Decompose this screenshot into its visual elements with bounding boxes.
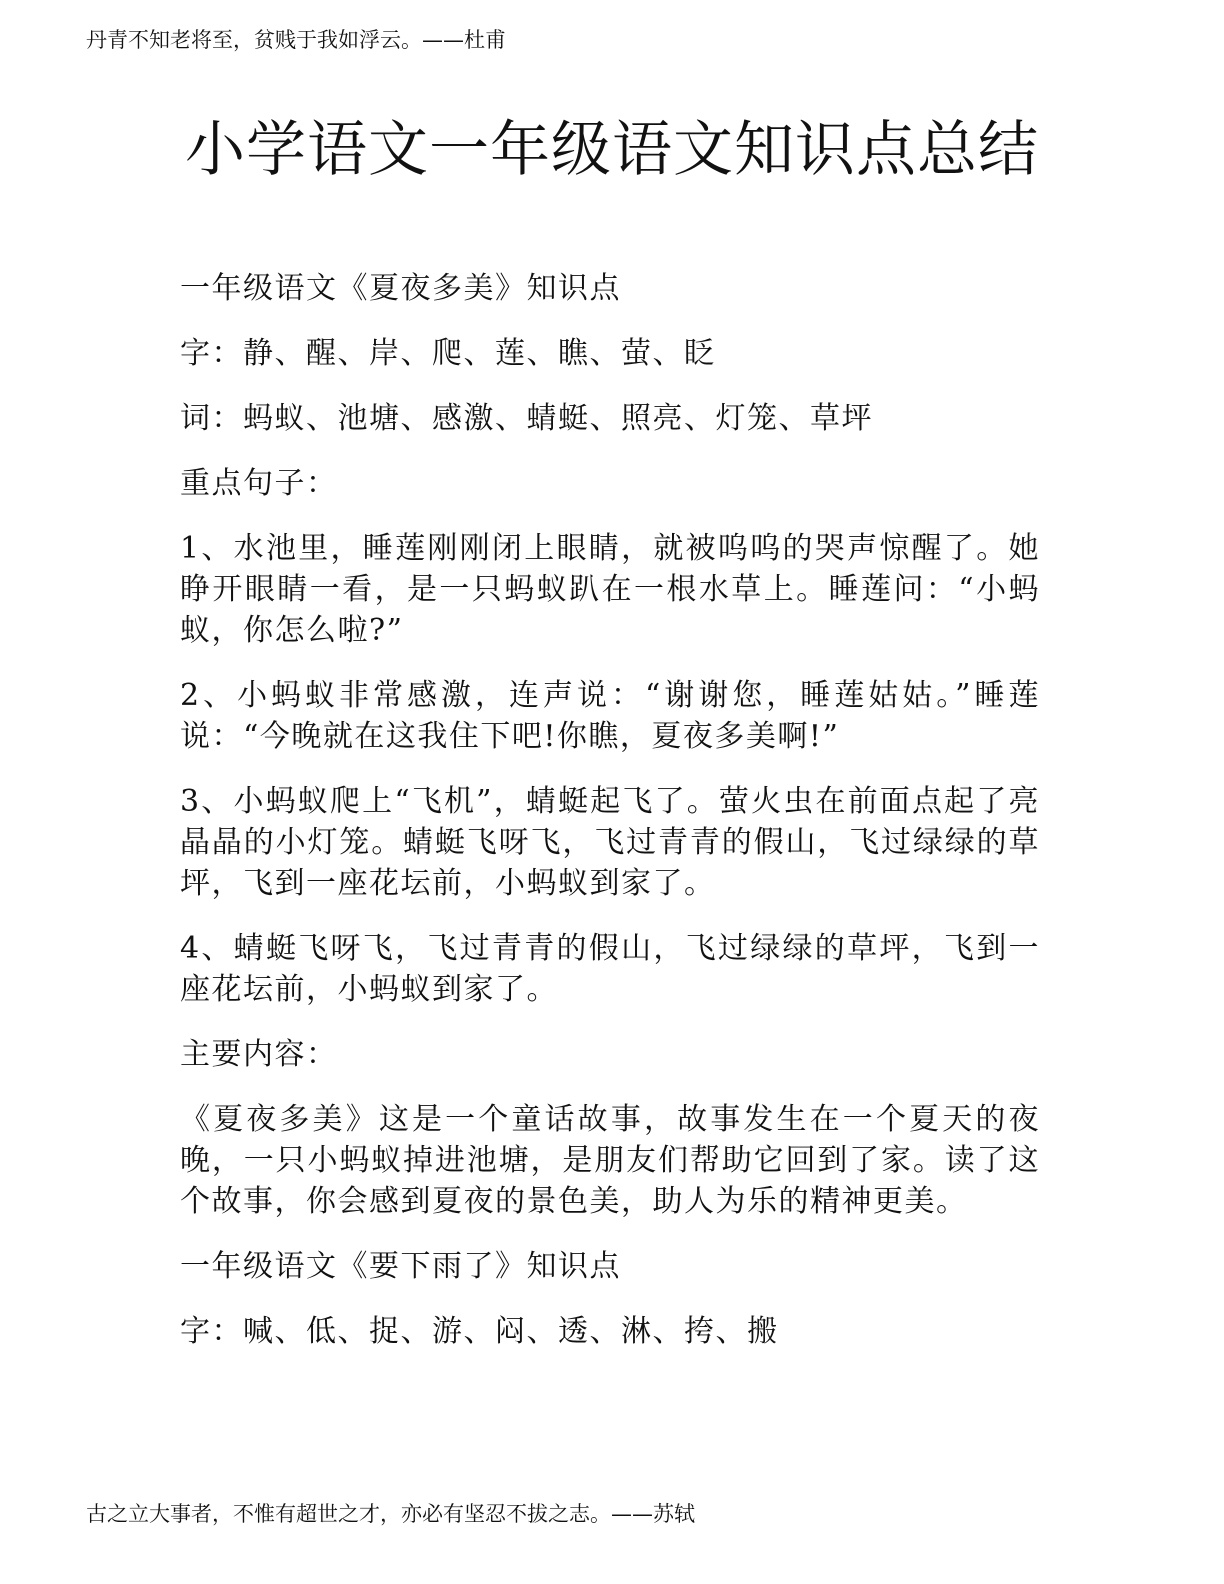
section-heading-xiayeduomei: 一年级语文《夏夜多美》知识点 <box>180 271 621 306</box>
key-sentence-4: 4、蜻蜓飞呀飞，飞过青青的假山，飞过绿绿的草坪，飞到一座花坛前，小蚂蚁到家了。 <box>180 931 1040 1007</box>
document-body <box>180 268 1040 1376</box>
main-content-text: 《夏夜多美》这是一个童话故事，故事发生在一个夏天的夜晚，一只小蚂蚁掉进池塘，是朋友们帮助它回到了家。读了这个故事，你会感到夏夜的景色美，助人为乐的精神更美。 <box>180 1102 1040 1219</box>
page-title: 小学语文一年级语文知识点总结 <box>185 115 1039 185</box>
key-sentence-2: 2、小蚂蚁非常感激，连声说：“谢谢您，睡莲姑姑。”睡莲说：“今晚就在这我住下吧!你瞧，夏夜多美啊!” <box>180 678 1040 754</box>
header-quote: 丹青不知老将至，贫贱于我如浮云。——杜甫 <box>86 28 506 52</box>
key-sentence-1: 1、水池里，睡莲刚刚闭上眼睛，就被呜呜的哭声惊醒了。她睁开眼睛一看，是一只蚂蚁趴在一根水草上。睡莲问：“小蚂蚁，你怎么啦?” <box>180 531 1040 648</box>
words-line: 词：蚂蚁、池塘、感激、蜻蜓、照亮、灯笼、草坪 <box>180 401 873 436</box>
characters-line: 字：静、醒、岸、爬、莲、瞧、萤、眨 <box>180 336 716 371</box>
footer-quote: 古之立大事者，不惟有超世之才，亦必有坚忍不拔之志。——苏轼 <box>86 1502 695 1526</box>
key-sentences-heading: 重点句子： <box>180 466 338 501</box>
section-heading-yaoxiayule: 一年级语文《要下雨了》知识点 <box>180 1249 621 1284</box>
main-content-heading: 主要内容： <box>180 1037 338 1072</box>
characters-line-2: 字：喊、低、捉、游、闷、透、淋、挎、搬 <box>180 1314 779 1349</box>
key-sentence-3: 3、小蚂蚁爬上“飞机”，蜻蜓起飞了。萤火虫在前面点起了亮晶晶的小灯笼。蜻蜓飞呀飞，飞过青青的假山，飞过绿绿的草坪，飞到一座花坛前，小蚂蚁到家了。 <box>180 784 1040 901</box>
